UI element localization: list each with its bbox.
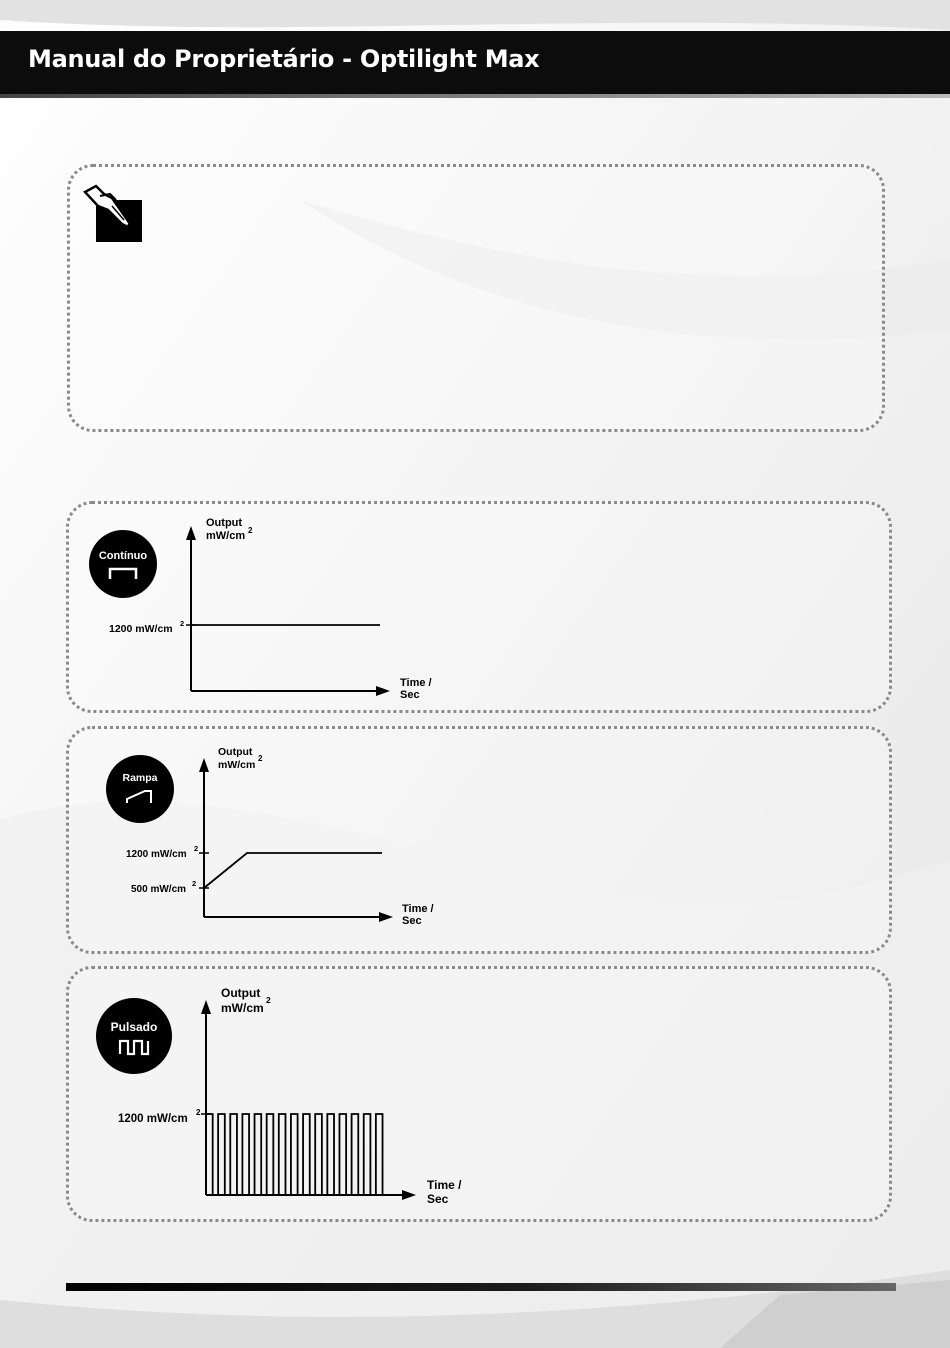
y-axis-unit-sup: 2 [248,526,253,535]
y-axis-unit: mW/cm [206,530,246,542]
pulse-mark [303,1114,315,1195]
chart-pulsado-axes [201,1000,416,1200]
y-axis-unit: mW/cm [218,759,256,771]
pulse-mark [376,1114,383,1195]
pulse-mark [279,1114,291,1195]
level-low-sup: 2 [192,879,197,888]
x-axis-unit: Sec [427,1192,449,1206]
mode-pulsado-label: Pulsado [110,1020,158,1034]
pulse-mark [339,1114,351,1195]
level-high-sup: 2 [180,619,185,628]
level-high-label: 1200 mW/cm [118,1113,188,1125]
pulse-mark [230,1114,242,1195]
mode-rampa-label: Rampa [122,772,158,784]
pulse-mark [218,1114,230,1195]
y-axis-unit-sup: 2 [258,754,263,763]
x-axis-unit: Sec [402,915,422,927]
x-axis-label: Time / [402,903,434,915]
pulse-mark [315,1114,327,1195]
x-axis-label: Time / [427,1178,462,1192]
pulse-mark [242,1114,254,1195]
level-high-label: 1200 mW/cm [109,623,173,635]
pulse-mark [352,1114,364,1195]
level-low-label: 500 mW/cm [131,884,187,895]
y-axis-label: Output [221,986,261,1000]
pulse-mark [364,1114,376,1195]
x-axis-label: Time / [400,677,432,689]
chart-pulsado-series [201,1114,383,1195]
x-axis-unit: Sec [400,689,420,701]
level-high-sup: 2 [194,844,199,853]
mode-continuo-label: Contínuo [98,550,148,562]
page-title: Manual do Proprietário - Optilight Max [28,45,540,73]
y-axis-label: Output [218,746,253,758]
pulse-mark [291,1114,303,1195]
level-high-sup: 2 [196,1108,201,1117]
level-high-label: 1200 mW/cm [126,849,187,860]
y-axis-unit-sup: 2 [266,995,271,1005]
pulse-mark [206,1114,218,1195]
y-axis-label: Output [206,517,243,529]
pulse-mark [327,1114,339,1195]
pulse-mark [255,1114,267,1195]
pulse-mark [267,1114,279,1195]
y-axis-unit: mW/cm [221,1001,264,1015]
